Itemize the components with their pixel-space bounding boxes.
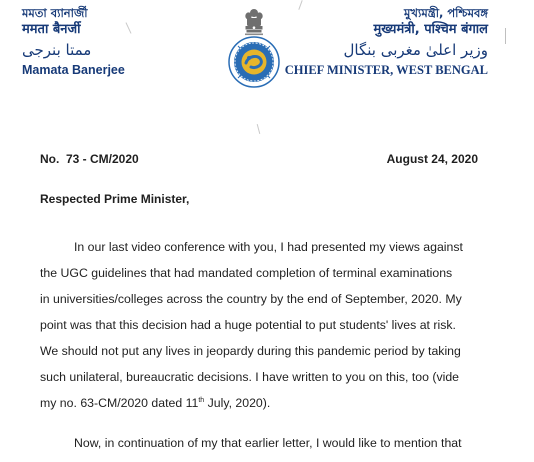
body-line: point was that this decision had a huge potential to put students' lives at risk.: [40, 318, 456, 332]
ordinal-suffix: th: [198, 397, 205, 404]
national-emblem-icon: [243, 8, 265, 36]
body-line: in universities/colleges across the country by the end of September, 2020. My: [40, 292, 462, 306]
letter-number: No. 73 - CM/2020: [40, 152, 139, 166]
scan-mark: [505, 28, 506, 44]
title-urdu: وزیر اعلیٰ مغربی بنگال: [343, 41, 488, 59]
title-english: CHIEF MINISTER, WEST BENGAL: [284, 63, 488, 77]
body-text-fragment: July, 2020).: [204, 396, 271, 410]
name-hindi: ममता बैनर्जी: [22, 22, 81, 37]
body-line: We should not put any lives in jeopardy during this pandemic period by taking: [40, 344, 461, 358]
letterhead-left: [22, 6, 125, 78]
body-text-fragment: my no. 63-CM/2020 dated 11: [40, 396, 199, 410]
scan-mark: [257, 124, 261, 134]
letter-body: [40, 237, 490, 459]
letter-date: August 24, 2020: [386, 152, 478, 166]
body-line: the UGC guidelines that had mandated completion of terminal examinations: [40, 266, 453, 280]
body-line: In our last video conference with you, I had presented my views against: [74, 240, 463, 254]
name-english: Mamata Banerjee: [22, 63, 125, 77]
name-bengali: মমতা ব্যানার্জী: [22, 6, 88, 20]
biswa-bangla-seal-icon: [228, 36, 280, 88]
body-line: Now, in continuation of my that earlier letter, I would like to mention that: [74, 436, 462, 450]
body-line: such unilateral, bureaucratic decisions. I have written to you on this, too (vide: [40, 370, 460, 384]
title-hindi: मुख्यमंत्री, पश्चिम बंगाल: [373, 22, 488, 37]
body-line: [40, 393, 490, 419]
letterhead-right: [285, 6, 488, 78]
title-bengali: মুখ্যমন্ত্রী, পশ্চিমবঙ্গ: [404, 6, 488, 20]
name-urdu: ممتا بنرجی: [22, 41, 92, 59]
salutation: Respected Prime Minister,: [40, 192, 190, 206]
scan-mark: [126, 22, 132, 33]
